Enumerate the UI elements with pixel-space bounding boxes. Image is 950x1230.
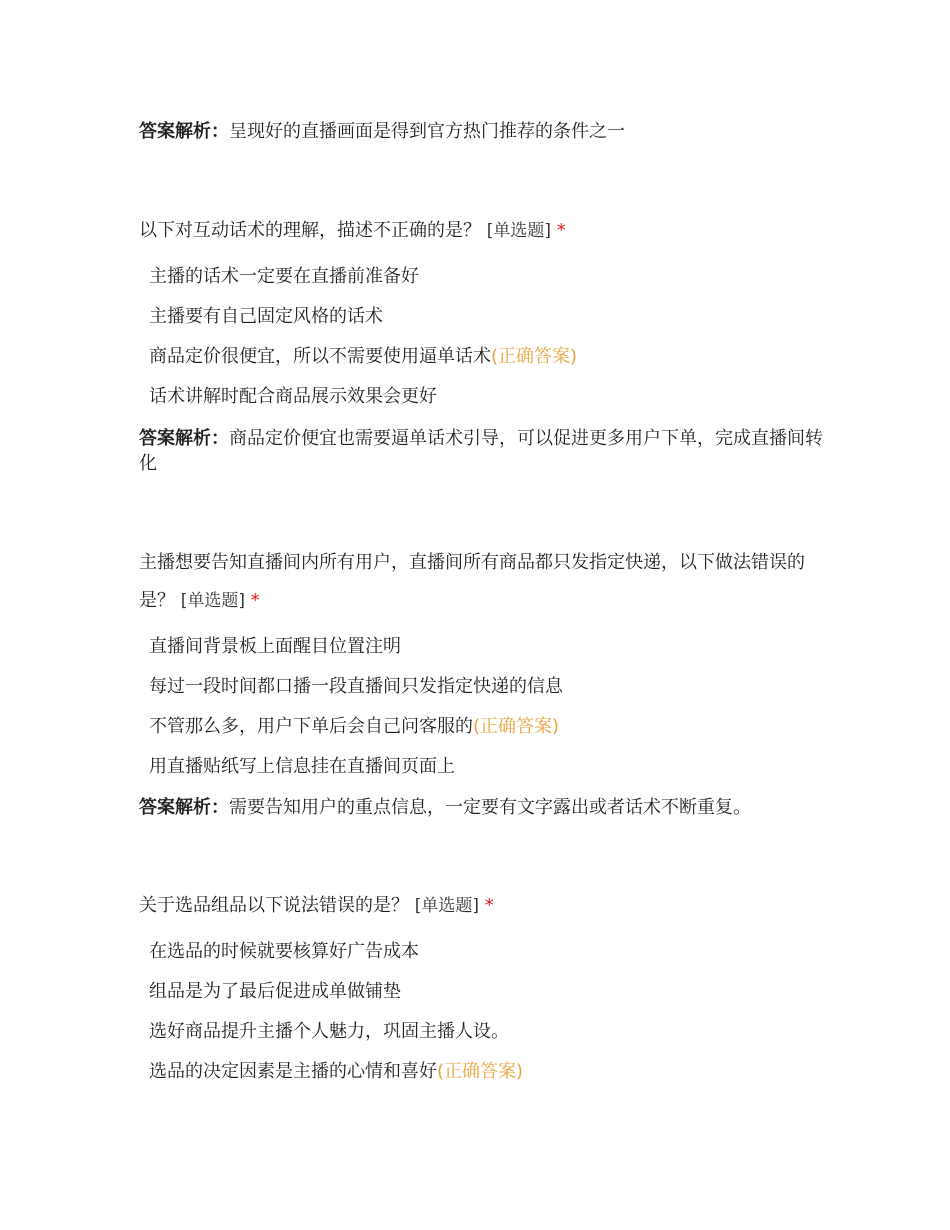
option: 主播要有自己固定风格的话术 (149, 306, 383, 327)
required-mark: * (556, 220, 566, 241)
question-type: [单选题] (180, 591, 245, 611)
option: 主播的话术一定要在直播前准备好 (149, 266, 419, 287)
option: 话术讲解时配合商品展示效果会更好 (149, 386, 437, 407)
required-mark: * (250, 590, 260, 611)
analysis-text: 商品定价便宜也需要逼单话术引导，可以促进更多用户下单，完成直播间转化 (139, 428, 823, 474)
analysis-top (139, 119, 829, 144)
question-type: [单选题] (486, 221, 551, 241)
analysis-label: 答案解析： (139, 428, 229, 449)
option-correct: 选品的决定因素是主播的心情和喜好(正确答案) (149, 1061, 524, 1082)
analysis-text: 需要告知用户的重点信息，一定要有文字露出或者话术不断重复。 (229, 797, 751, 818)
question-type: [单选题] (414, 896, 479, 916)
correct-answer-tag: (正确答案) (473, 716, 560, 737)
question-text: 以下对互动话术的理解，描述不正确的是？ (139, 220, 481, 241)
option: 组品是为了最后促进成单做铺垫 (149, 981, 401, 1002)
option-correct: 不管那么多，用户下单后会自己问客服的(正确答案) (149, 716, 560, 737)
question-1 (139, 212, 829, 250)
analysis-label: 答案解析： (139, 121, 229, 142)
question-3 (139, 887, 829, 925)
analysis-text: 呈现好的直播画面是得到官方热门推荐的条件之一 (229, 121, 625, 142)
option: 选好商品提升主播个人魅力，巩固主播人设。 (149, 1021, 509, 1042)
question-text: 关于选品组品以下说法错误的是？ (139, 895, 409, 916)
option: 用直播贴纸写上信息挂在直播间页面上 (149, 756, 455, 777)
correct-answer-tag: (正确答案) (437, 1061, 524, 1082)
option-correct: 商品定价很便宜，所以不需要使用逼单话术(正确答案) (149, 346, 578, 367)
question-2 (139, 544, 829, 620)
required-mark: * (484, 895, 494, 916)
analysis-q1 (139, 426, 829, 476)
analysis-q2 (139, 795, 829, 820)
option: 直播间背景板上面醒目位置注明 (149, 636, 401, 657)
option: 在选品的时候就要核算好广告成本 (149, 941, 419, 962)
analysis-label: 答案解析： (139, 797, 229, 818)
question-text: 主播想要告知直播间内所有用户，直播间所有商品都只发指定快递，以下做法错误的是？ (139, 552, 805, 611)
option: 每过一段时间都口播一段直播间只发指定快递的信息 (149, 676, 563, 697)
correct-answer-tag: (正确答案) (491, 346, 578, 367)
